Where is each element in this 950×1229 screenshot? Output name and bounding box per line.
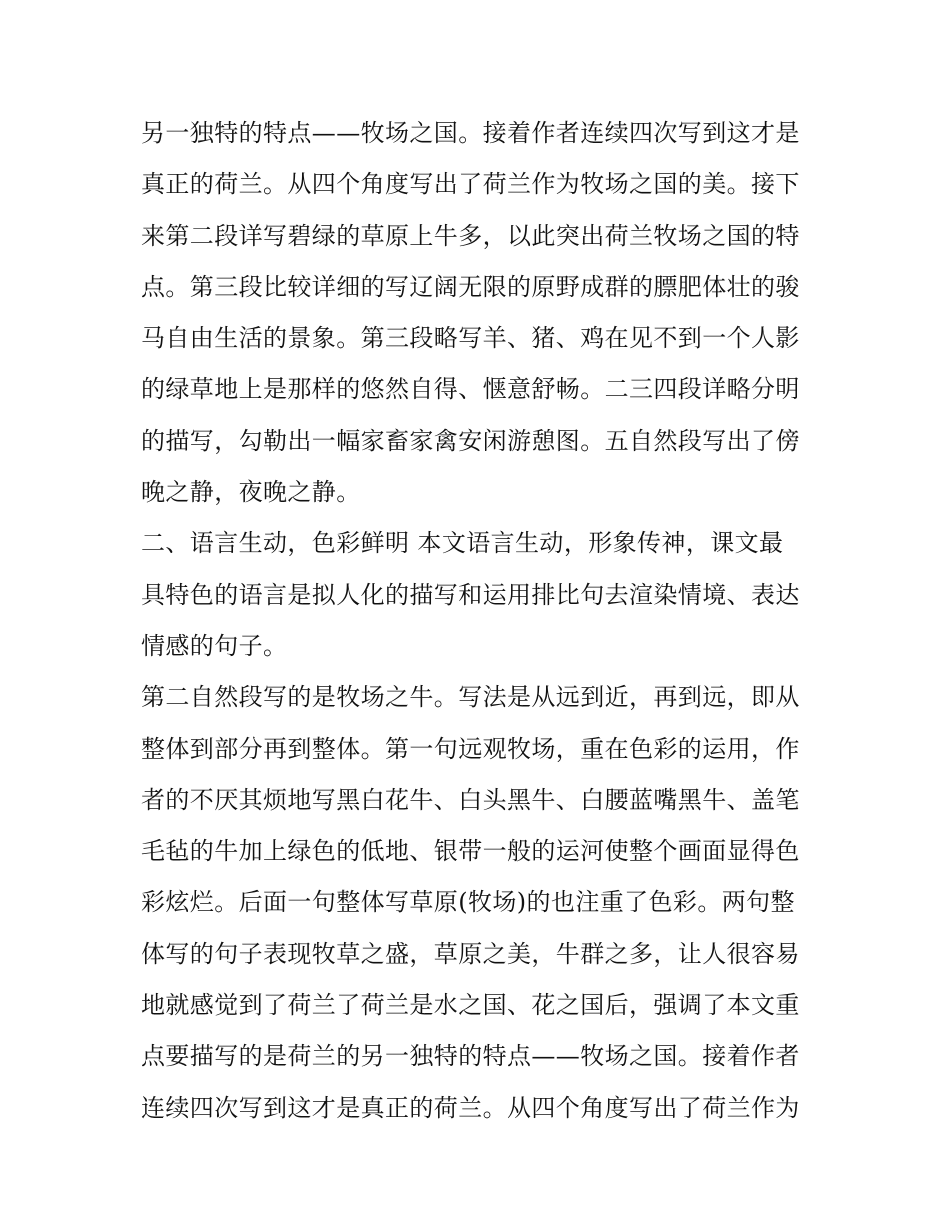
text-line: 彩炫烂。后面一句整体写草原(牧场)的也注重了色彩。两句整 <box>141 888 795 917</box>
text-line: 具特色的语言是拟人化的描写和运用排比句去渲染情境、表达 <box>141 580 800 609</box>
text-line: 二、语言生动，色彩鲜明 本文语言生动，形象传神，课文最 <box>141 529 784 558</box>
text-line: 地就感觉到了荷兰了荷兰是水之国、花之国后，强调了本文重 <box>141 991 800 1020</box>
text-line: 的绿草地上是那样的悠然自得、惬意舒畅。二三四段详略分明 <box>141 375 800 404</box>
text-line: 者的不厌其烦地写黑白花牛、白头黑牛、白腰蓝嘴黑牛、盖笔 <box>141 785 800 814</box>
text-line: 情感的句子。 <box>141 631 288 660</box>
text-line: 整体到部分再到整体。第一句远观牧场，重在色彩的运用，作 <box>141 734 800 763</box>
text-line: 晚之静，夜晚之静。 <box>141 478 361 507</box>
text-line: 第二自然段写的是牧场之牛。写法是从远到近，再到远，即从 <box>141 683 800 712</box>
text-line: 毛毡的牛加上绿色的低地、银带一般的运河使整个画面显得色 <box>141 837 800 866</box>
text-line: 来第二段详写碧绿的草原上牛多，以此突出荷兰牧场之国的特 <box>141 221 800 250</box>
text-line: 的描写，勾勒出一幅家畜家禽安闲游憩图。五自然段写出了傍 <box>141 426 800 455</box>
text-line: 点。第三段比较详细的写辽阔无限的原野成群的膘肥体壮的骏 <box>141 272 800 301</box>
text-line: 连续四次写到这才是真正的荷兰。从四个角度写出了荷兰作为 <box>141 1093 800 1122</box>
text-line: 点要描写的是荷兰的另一独特的特点——牧场之国。接着作者 <box>141 1042 800 1071</box>
body-text <box>141 108 821 1134</box>
text-line: 体写的句子表现牧草之盛，草原之美，牛群之多，让人很容易 <box>141 939 800 968</box>
text-line: 另一独特的特点——牧场之国。接着作者连续四次写到这才是 <box>141 119 800 147</box>
text-line: 马自由生活的景象。第三段略写羊、猪、鸡在见不到一个人影 <box>141 324 800 353</box>
text-line: 真正的荷兰。从四个角度写出了荷兰作为牧场之国的美。接下 <box>141 170 800 199</box>
